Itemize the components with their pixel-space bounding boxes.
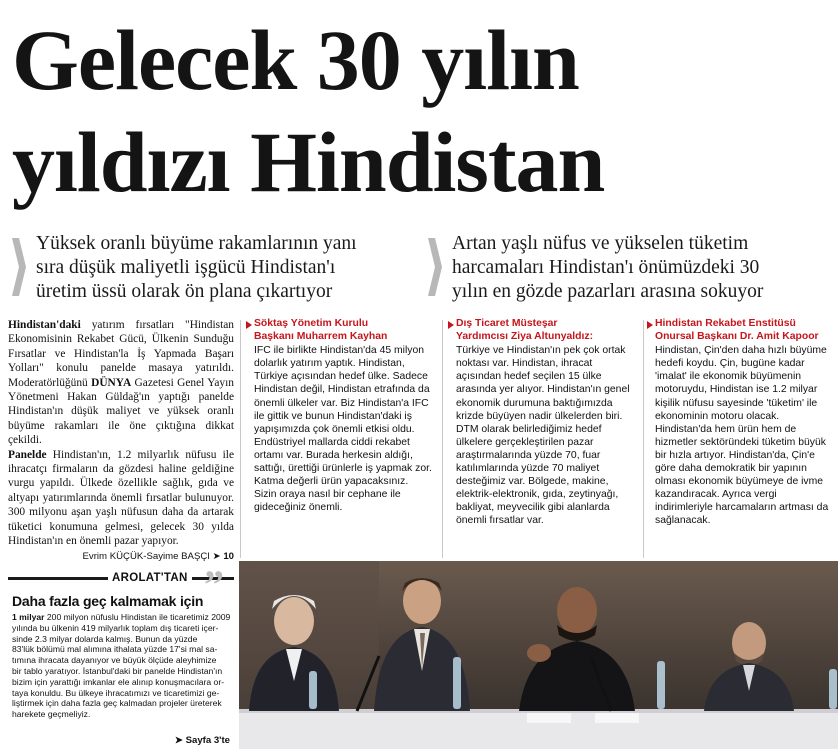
quote-text [254,344,432,514]
red-triangle-icon [448,321,454,329]
quote-line: yapışımızda çok önemli etkisi oldu. [254,423,415,435]
article-lead: Panelde [8,448,47,461]
quote-text [456,344,634,527]
deck-right-line: yılın en gözde pazarları arasına sokuyor [452,281,764,302]
sidebar-line: sinde 2.3 milyar dolarda kalmış. Bunun da yüzde [12,633,198,644]
quote-column-kapoor [655,318,833,528]
quote-line: sattığı, ürettiği ürünlerle iş yapmak zor. [254,463,432,475]
headline-line-2: yıldızı Hindistan [12,114,605,210]
quote-line: Türkiye ve Hindistan'ın pek çok ortak [456,345,626,357]
sidebar-text: 200 milyon nüfuslu Hindistan ile ticaretimiz 2009 [44,612,231,622]
red-triangle-icon [647,321,653,329]
sidebar-more-label: Sayfa 3'te [185,735,230,746]
quote-line: sağlanacak. [655,515,711,527]
speaker-line: Dış Ticaret Müsteşar [456,318,558,329]
quote-line: DTM olarak belirlediğimiz hedef [456,423,602,435]
deck-right-line: harcamaları Hindistan'ı önümüzdeki 30 [452,257,760,278]
byline-page: 10 [223,550,234,562]
quote-line: hedefi koydu. Çin, bugüne kadar [655,358,805,370]
quote-line: gideceğiniz önemli. [254,502,343,514]
arrow-right-icon: ➤ [212,550,221,562]
sidebar-line: harekete geçmeliyiz. [12,709,91,720]
speaker-line: Onursal Başkanı Dr. Amit Kapoor [655,330,819,342]
sidebar-body [12,612,234,720]
quote-line: Hindistan'da hem ürün hem de [655,423,797,435]
quote-line: arasında yer alıyor. Hindistan'ın genel [456,384,630,396]
quote-speaker [655,318,833,343]
quote-line: noktası var. Hindistan, ihracat [456,358,593,370]
deck-left-line: üretim üssü olarak ön plana çıkartıyor [36,281,333,302]
quote-mark-icon: ” [204,562,224,607]
quote-line: ülkelere gerçekleştirilen pazar [456,436,594,448]
quote-line: olması ekonomik büyümeye de ivme [655,476,824,488]
headline-line-1: Gelecek 30 yılın [12,12,579,108]
sidebar-kicker: AROLAT'TAN [108,572,192,584]
sidebar-title: Daha fazla geç kalmamak için [12,593,204,609]
quote-line: açısından hedef seçilen 15 ülke [456,371,602,383]
deck-left-line: Yüksek oranlı büyüme rakamlarının yanı [36,233,357,254]
chevron-right-icon [428,238,442,296]
quote-line: kazandıracak. Ayrıca vergi [655,489,777,501]
quote-line: desteğimiz var. Bölgede, makine, [456,476,609,488]
sidebar-line: bir tablo yaratıyor. İstanbul'daki bir panelde Hindistan'ın [12,665,223,676]
quote-line: IFC ile birlikte Hindistan'da 45 milyon [254,345,425,357]
quote-line: hizmetler sektöründeki tüketim büyük [655,436,826,448]
quote-line: ortamı var. Burada herkesin aldığı, [254,449,413,461]
sidebar-line: taya konuldu. Bu ülkeye ihracatımızı ve ticaretimizi ge- [12,687,220,698]
quote-text [655,344,833,527]
column-divider [240,320,241,558]
column-divider [442,320,443,558]
quote-line: bir hızla artıyor. Hindistan'da, Çin'e [655,449,815,461]
chevron-right-icon [12,238,26,296]
quote-line: Hindistan değil, Hindistan etrafında da [254,384,430,396]
byline [8,550,234,564]
article-paragraph [8,318,234,448]
quote-line: önemli ülkeler var. Biz Hindistan'a IFC [254,397,429,409]
quote-column-altunyaldiz [456,318,634,528]
quote-line: Endüstriyel mallarda ciddi rekabet [254,436,410,448]
sidebar-line [12,612,234,623]
deck-left [12,232,412,312]
article-paragraph [8,448,234,549]
quote-line: elektrik-elektronik, gıda, zeytinyağı, [456,489,619,501]
quote-line: ile gittik ve bunun Hindistan'daki iş [254,410,412,422]
quote-line: 'imalat' ile ekonomik büyümenin [655,371,802,383]
byline-authors: Evrim KÜÇÜK-Sayime BAŞÇI [82,550,210,562]
quote-line: katılımlarında yüzde 70 maliyet [456,463,600,475]
speaker-line: Hindistan Rekabet Enstitüsü [655,318,796,329]
deck-right [428,232,833,312]
quote-line: önemli fırsatlar var. [456,515,544,527]
sidebar-line: bizim için yarattığı imkanlar ele alınıp konuşmacılara or- [12,676,225,687]
quote-line: göre daha demokratik bir yapının [655,463,807,475]
sidebar-line: liştirmek için daha fazla geç kalmadan projeler üreterek [12,698,222,709]
sidebar-line: yılında bu ülkenin 419 milyarlık toplam dış ticareti içer- [12,622,219,633]
quote-line: indirimleriyle harcamaların artması da [655,502,829,514]
sidebar-line: 83'lük bölümü mal alımına ithalata yüzde 17'si mal sa- [12,644,218,655]
quote-line: bakliyat, meyvecilik gibi alanlarda [456,502,610,514]
sidebar-more [175,735,230,746]
quote-line: Katma değerli ürün yapacaksınız. [254,476,409,488]
panel-photo [239,561,838,749]
article-text: Hindistan'ın, 1.2 milyarlık nüfusu ile ihracatçı firmaların da gözdesi haline geldiğine vurgu yapıldı. Ülkede özellikle sağlık, gıda ve altyapı yatırımlarında önemli fırsatlar bulunuyor. 300 milyonu aşan yaşlı nüfusun daha da artarak tüketici konumuna gelmesi, gelecek 30 yılda Hindistan'ın en önemli pazar yapıyor. [8,448,234,548]
quote-line: motoruydu, Hindistan ise 1.2 milyar [655,384,818,396]
deck-right-line: Artan yaşlı nüfus ve yükselen tüketim [452,233,749,254]
quote-column-kayhan [254,318,432,514]
sidebar-lead: 1 milyar [12,612,45,622]
deck-left-line: sıra düşük maliyetli işgücü Hindistan'ı [36,257,336,278]
column-divider [643,320,644,558]
speaker-line: Başkanı Muharrem Kayhan [254,330,388,342]
quote-line: ekonomik durumuna baktığımızda [456,397,613,409]
panel-photo-icon [239,561,838,749]
article-text: yatırım fırsatları "Hindistan Ekonomisinin Rekabet Gücü, Ülkenin Sunduğu Fırsatlar ve Hindistan'la İş Yapmada Başarı Yolları" konulu panelde masaya yatırıldı. Moderatörlüğünü [8,319,234,389]
speaker-line: Yardımcısı Ziya Altunyaldız: [456,330,594,342]
article-lead: Hindistan'daki [8,319,81,331]
red-triangle-icon [246,321,252,329]
quote-line: ekonominin motoru olacak. [655,410,780,422]
quote-line: Türkiye açısından hedef ülke. Sadece [254,371,428,383]
quote-line: kişilik nüfusu sayesinde 'tüketim' ile [655,397,818,409]
arrow-right-icon: ➤ [174,735,183,746]
quote-line: dolarlık yatırım yaptık. Hindistan, [254,358,405,370]
quote-line: Hindistan, Çin'den daha hızlı büyüme [655,345,827,357]
speaker-line: Söktaş Yönetim Kurulu [254,318,369,329]
quote-line: krizde büyüyen nadir ülkelerden biri. [456,410,623,422]
article-text: Gazetesi Genel Yayın Yönetmeni Hakan Güldağ'ın yaptığı panelde Hindistan'ın düşük maliyet ve yüksek oranlı büyüme rakamları ile öne çıktığına dikkat çekildi. [8,376,234,447]
quote-speaker [456,318,634,343]
quote-line: araştırmalarında yüzde 70, fuar [456,449,601,461]
sidebar-line: tımına ihracata dayanıyor ve büyük ölçüde aleyhimize [12,655,217,666]
quote-speaker [254,318,429,343]
article-newspaper-name: DÜNYA [91,376,132,389]
quote-line: Sizin oraya nasıl bir cephane ile [254,489,401,501]
article-body [8,318,234,564]
sidebar-box [8,563,234,747]
